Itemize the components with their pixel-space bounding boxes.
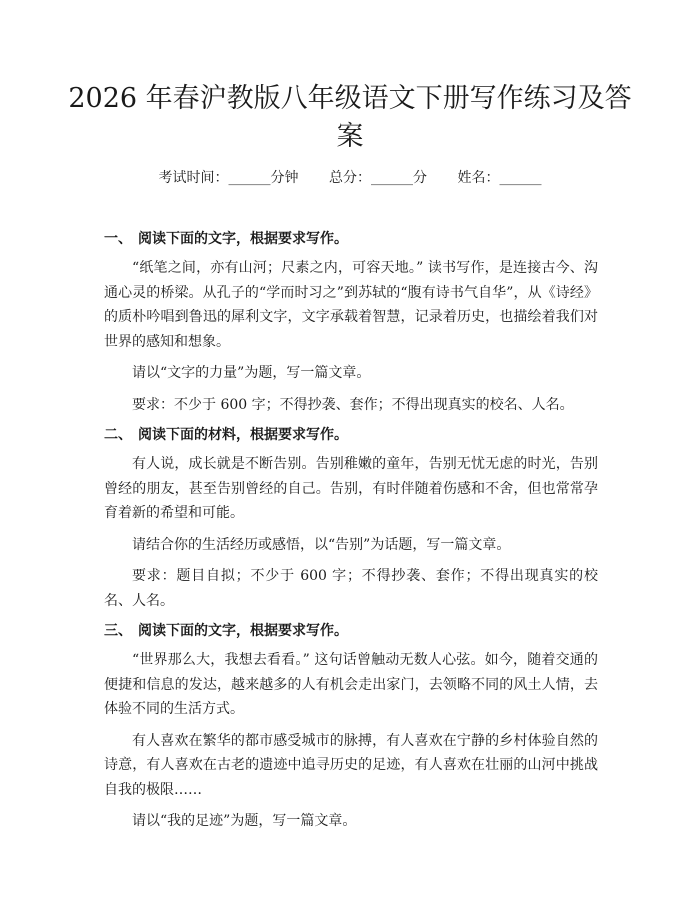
- paragraph: 请以“文字的力量”为题，写一篇文章。: [132, 365, 371, 381]
- paragraph: 要求：题目自拟；不少于 600 字；不得抄袭、套作；不得出现真实的校名、人名。: [104, 568, 598, 609]
- exam-time-field: 考试时间：______分钟: [158, 170, 299, 186]
- question-section-2: [104, 424, 598, 613]
- student-name-field: 姓名：______: [457, 170, 542, 186]
- question-number: 一、: [104, 231, 132, 247]
- question-section-1: [104, 228, 598, 417]
- total-score-field: 总分：______分: [329, 170, 427, 186]
- paragraph: 有人说，成长就是不断告别。告别稚嫩的童年，告别无忧无虑的时光，告别曾经的朋友，甚至告别曾经的自己。告别，有时伴随着伤感和不舍，但也常常孕育着新的希望和可能。: [104, 456, 598, 521]
- exam-info-line: [0, 168, 700, 188]
- question-heading: [104, 620, 598, 642]
- question-number: 三、: [104, 623, 132, 639]
- question-heading-text: 阅读下面的文字，根据要求写作。: [138, 231, 348, 247]
- page-title: 2026 年春沪教版八年级语文下册写作练习及答案: [68, 83, 632, 152]
- question-section-3: [104, 620, 598, 834]
- paragraph: 要求：不少于 600 字；不得抄袭、套作；不得出现真实的校名、人名。: [132, 396, 574, 413]
- question-heading-text: 阅读下面的文字，根据要求写作。: [138, 623, 348, 639]
- paragraph: 请以“我的足迹”为题，写一篇文章。: [132, 813, 357, 829]
- paragraph: “世界那么大，我想去看看。” 这句话曾触动无数人心弦。如今，随着交通的便捷和信息的发达，越来越多的人有机会走出家门，去领略不同的风土人情，去体验不同的生活方式。: [104, 652, 598, 717]
- question-heading: [104, 228, 598, 250]
- paragraph: 有人喜欢在繁华的都市感受城市的脉搏，有人喜欢在宁静的乡村体验自然的诗意，有人喜欢在古老的遗迹中追寻历史的足迹，有人喜欢在壮丽的山河中挑战自我的极限……: [104, 732, 598, 798]
- question-heading: [104, 424, 598, 446]
- exam-content: [104, 228, 598, 841]
- paragraph: “纸笔之间，亦有山河；尺素之内，可容天地。” 读书写作，是连接古今、沟通心灵的桥梁。从孔子的“学而时习之”到苏轼的“腹有诗书气自华”，从《诗经》的质朴吟唱到鲁迅的犀利文字，文字承载着智慧，记录着历史，也描绘着我们对世界的感知和想象。: [104, 260, 598, 350]
- question-number: 二、: [104, 427, 132, 443]
- question-heading-text: 阅读下面的材料，根据要求写作。: [138, 427, 348, 443]
- paragraph: 请结合你的生活经历或感悟，以“告别”为话题，写一篇文章。: [132, 536, 511, 553]
